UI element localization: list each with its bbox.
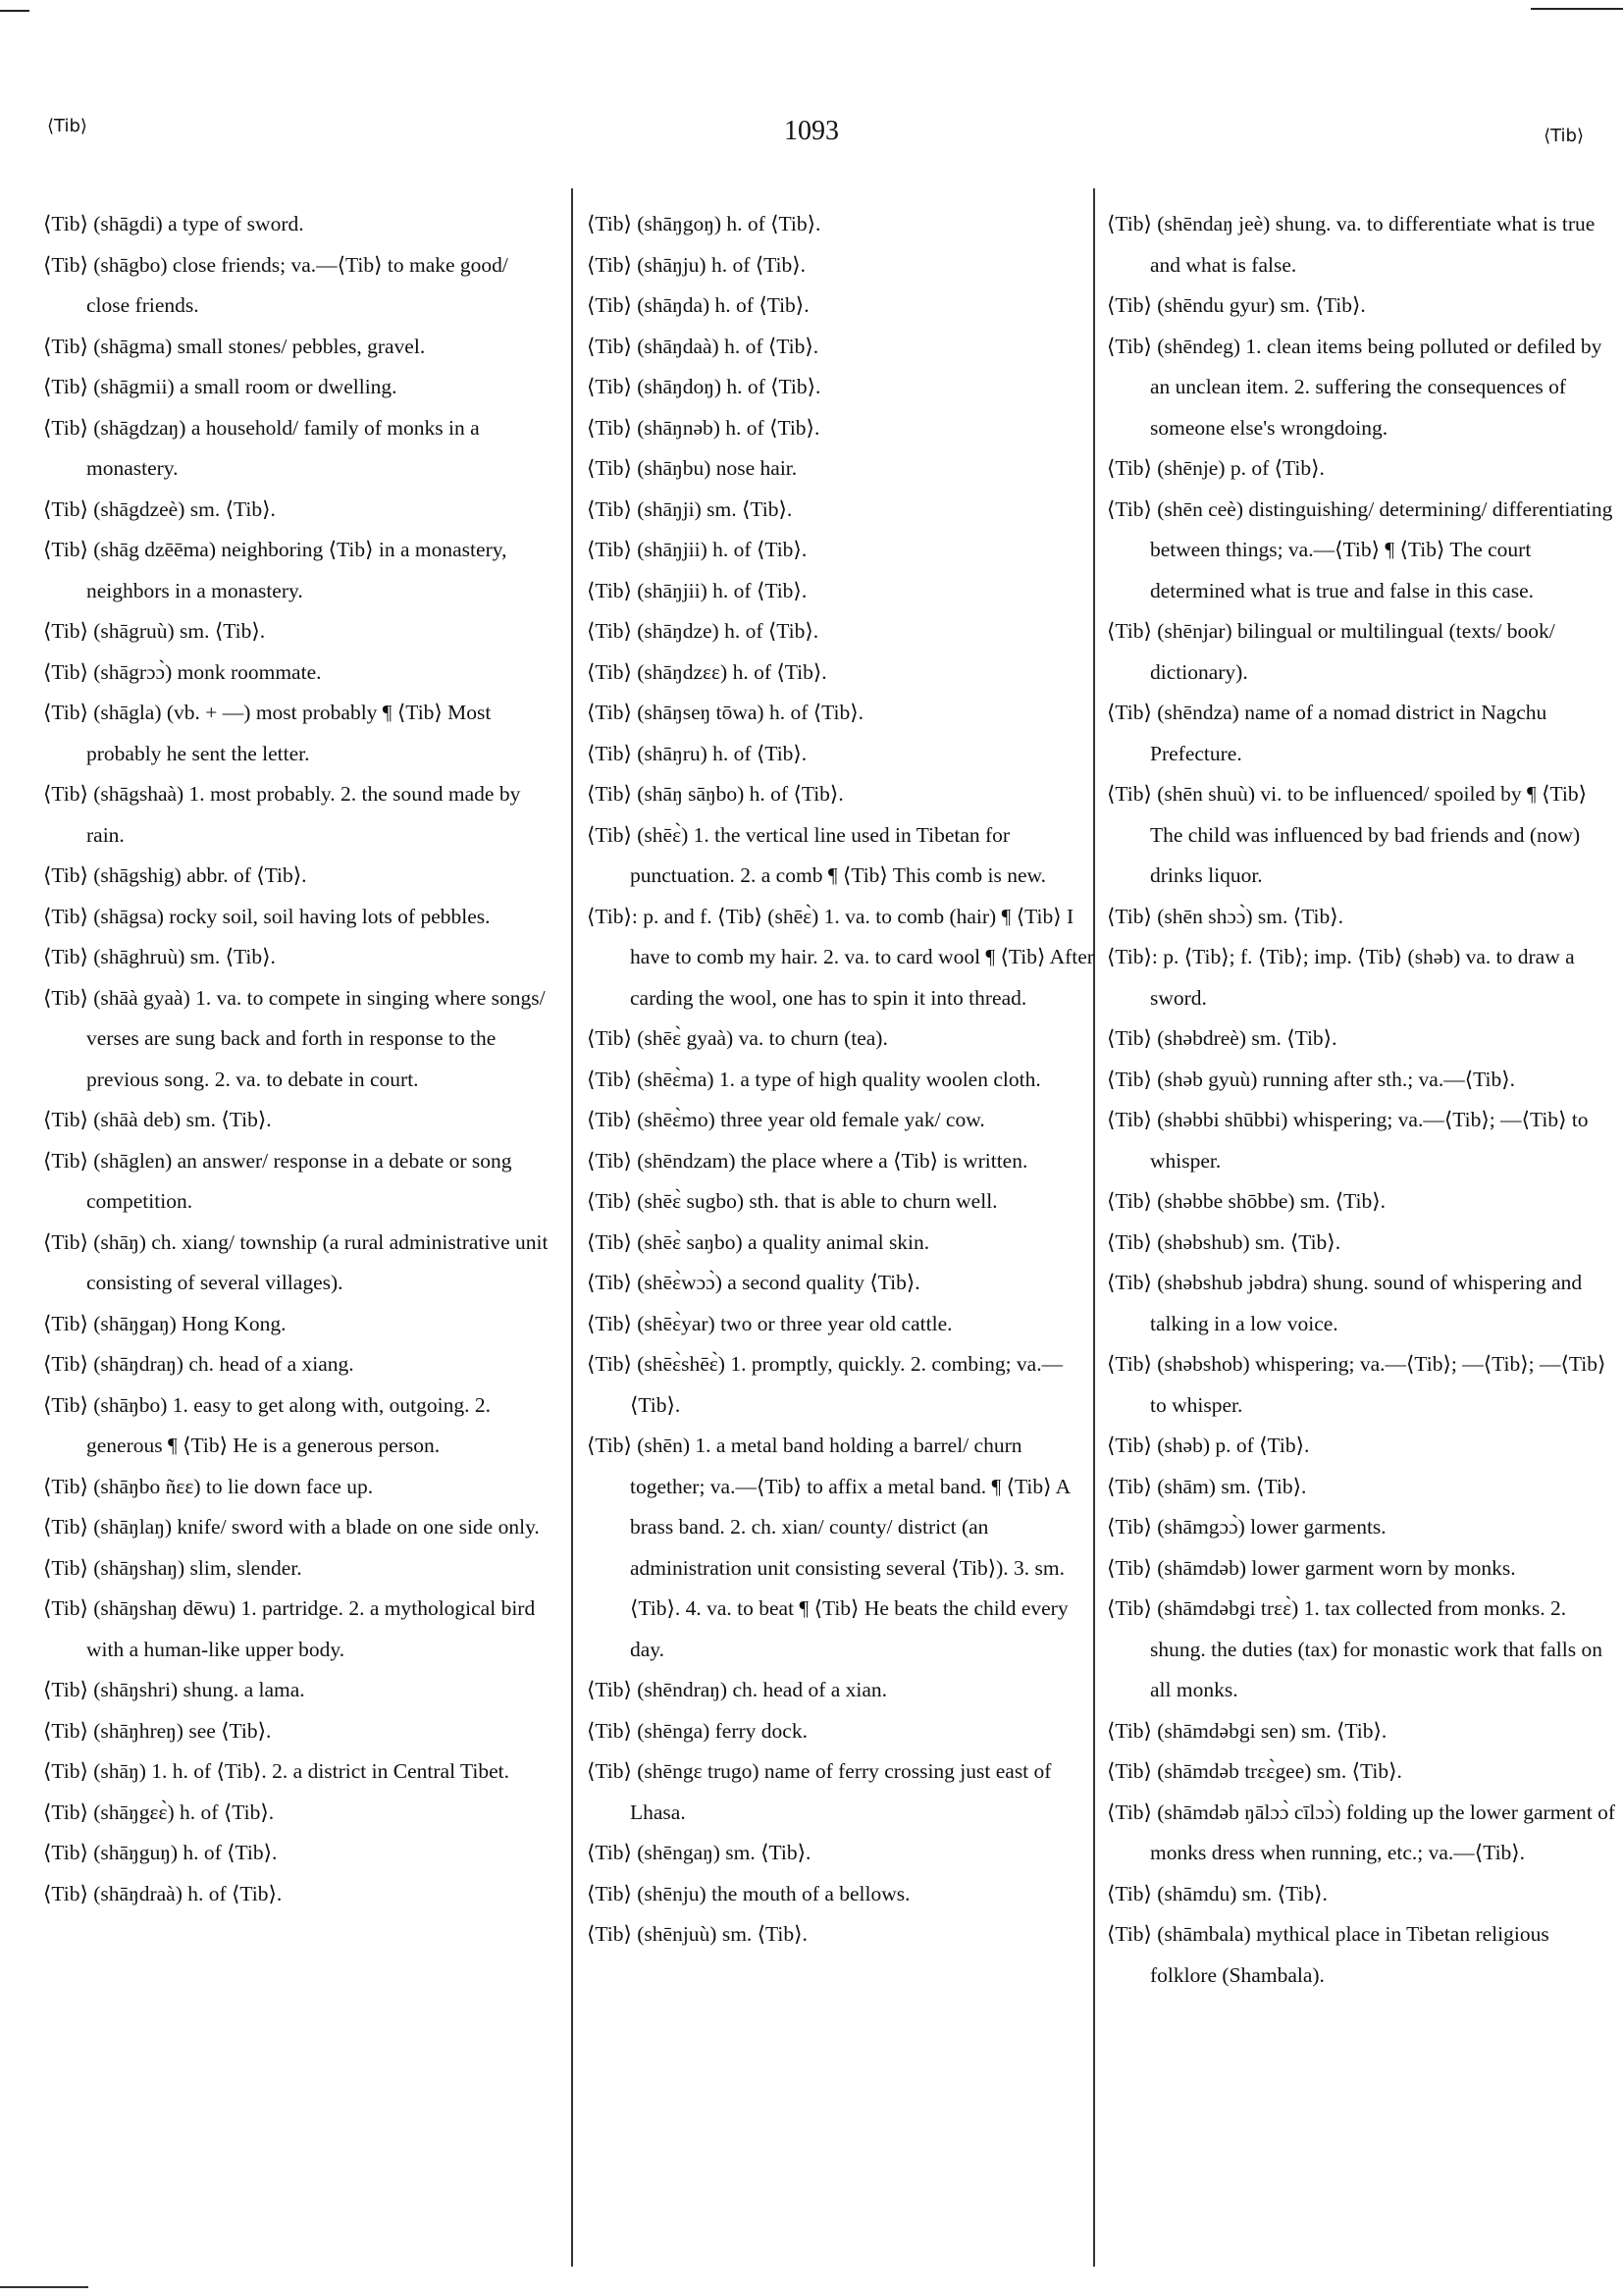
- dictionary-entry: ⟨Tib⟩ (shēn shuù) vi. to be influenced/ spoiled by ¶ ⟨Tib⟩ The child was influenced by bad friends and (now) drinks liquor.: [1107, 782, 1588, 887]
- dictionary-entry: ⟨Tib⟩ (shēndu gyur) sm. ⟨Tib⟩.: [1107, 293, 1366, 317]
- dictionary-entry: ⟨Tib⟩ (shāgdi) a type of sword.: [43, 212, 304, 235]
- dictionary-entry: ⟨Tib⟩ (shāgma) small stones/ pebbles, gravel.: [43, 334, 426, 358]
- dictionary-entry: ⟨Tib⟩ (shāŋgoŋ) h. of ⟨Tib⟩.: [587, 212, 821, 235]
- dictionary-entry: ⟨Tib⟩ (shāŋbo) 1. easy to get along with, outgoing. 2. generous ¶ ⟨Tib⟩ He is a generous person.: [43, 1392, 491, 1457]
- dictionary-entry: ⟨Tib⟩ (shēndaŋ jeè) shung. va. to differentiate what is true and what is false.: [1107, 212, 1596, 277]
- dictionary-entry: ⟨Tib⟩ (shēndeg) 1. clean items being polluted or defiled by an unclean item. 2. suffering the consequences of someone else's wrongdoing.: [1107, 334, 1602, 440]
- dictionary-entry: ⟨Tib⟩ (shāmdu) sm. ⟨Tib⟩.: [1107, 1881, 1328, 1905]
- dictionary-entry: ⟨Tib⟩ (shēnjar) bilingual or multilingual (texts/ book/ dictionary).: [1107, 619, 1555, 684]
- dictionary-entry: ⟨Tib⟩ (shēnju) the mouth of a bellows.: [587, 1881, 911, 1905]
- bottom-scan-rule: [0, 2286, 88, 2288]
- dictionary-entry: ⟨Tib⟩: p. ⟨Tib⟩; f. ⟨Tib⟩; imp. ⟨Tib⟩ (shəb) va. to draw a sword.: [1107, 945, 1575, 1010]
- dictionary-entry: ⟨Tib⟩ (shāgla) (vb. + —) most probably ¶ ⟨Tib⟩ Most probably he sent the letter.: [43, 701, 492, 765]
- dictionary-entry: ⟨Tib⟩ (shəbshob) whispering; va.—⟨Tib⟩; —⟨Tib⟩; —⟨Tib⟩ to whisper.: [1107, 1352, 1606, 1417]
- dictionary-entry: ⟨Tib⟩ (shēndza) name of a nomad district in Nagchu Prefecture.: [1107, 701, 1547, 765]
- dictionary-entry: ⟨Tib⟩ (shēngaŋ) sm. ⟨Tib⟩.: [587, 1841, 812, 1864]
- dictionary-entry: ⟨Tib⟩ (shāmdəb) lower garment worn by monks.: [1107, 1555, 1516, 1580]
- dictionary-entry: ⟨Tib⟩ (shāŋseŋ tōwa) h. of ⟨Tib⟩.: [587, 701, 864, 724]
- dictionary-entry: ⟨Tib⟩ (shāmdəb ŋālɔɔ̀ cīlɔɔ̀) folding up the lower garment of monks dress when running, etc.; va.—⟨Tib⟩.: [1107, 1800, 1615, 1864]
- dictionary-entry: ⟨Tib⟩ (shāŋdzɛɛ) h. of ⟨Tib⟩.: [587, 659, 827, 684]
- dictionary-column-2: [587, 204, 1097, 2265]
- dictionary-entry: ⟨Tib⟩ (shēn ceè) distinguishing/ determining/ differentiating between things; va.—⟨Tib⟩ ¶ ⟨Tib⟩ The court determined what is true and false in this case.: [1107, 496, 1613, 602]
- dictionary-entry: ⟨Tib⟩ (shāŋjii) h. of ⟨Tib⟩.: [587, 578, 808, 602]
- running-head-left: ⟨Tib⟩: [47, 116, 87, 136]
- dictionary-entry: ⟨Tib⟩ (shēɛ̀ma) 1. a type of high quality woolen cloth.: [587, 1067, 1041, 1091]
- dictionary-entry: ⟨Tib⟩ (shāgbo) close friends; va.—⟨Tib⟩ to make good/ close friends.: [43, 252, 508, 317]
- dictionary-entry: ⟨Tib⟩ (shēnje) p. of ⟨Tib⟩.: [1107, 456, 1325, 480]
- scan-edge-top-left: [0, 10, 29, 12]
- dictionary-entry: ⟨Tib⟩ (shāmbala) mythical place in Tibetan religious folklore (Shambala).: [1107, 1922, 1549, 1987]
- dictionary-entry: ⟨Tib⟩ (shāglen) an answer/ response in a debate or song competition.: [43, 1148, 512, 1213]
- dictionary-entry: ⟨Tib⟩ (shāŋdraà) h. of ⟨Tib⟩.: [43, 1881, 283, 1905]
- dictionary-entry: ⟨Tib⟩ (shēn) 1. a metal band holding a barrel/ churn together; va.—⟨Tib⟩ to affix a metal band. ¶ ⟨Tib⟩ A brass band. 2. ch. xian/ county/ district (an administration unit consisting several ⟨Tib⟩). 3. sm. ⟨Tib⟩. 4. va. to beat ¶ ⟨Tib⟩ He beats the child every day.: [587, 1434, 1070, 1661]
- dictionary-entry: ⟨Tib⟩ (shəbbe shōbbe) sm. ⟨Tib⟩.: [1107, 1189, 1387, 1213]
- dictionary-entry: ⟨Tib⟩ (shəbshub) sm. ⟨Tib⟩.: [1107, 1229, 1341, 1254]
- dictionary-entry: ⟨Tib⟩ (shāgsa) rocky soil, soil having lots of pebbles.: [43, 904, 491, 928]
- dictionary-entry: ⟨Tib⟩ (shāgmii) a small room or dwelling.: [43, 375, 397, 398]
- dictionary-entry: ⟨Tib⟩ (shām) sm. ⟨Tib⟩.: [1107, 1474, 1307, 1498]
- dictionary-entry: ⟨Tib⟩ (shəb) p. of ⟨Tib⟩.: [1107, 1434, 1310, 1457]
- dictionary-entry: ⟨Tib⟩ (shāŋ sāŋbo) h. of ⟨Tib⟩.: [587, 782, 844, 806]
- dictionary-entry: ⟨Tib⟩ (shāŋshri) shung. a lama.: [43, 1678, 305, 1701]
- dictionary-entry: ⟨Tib⟩ (shāŋji) sm. ⟨Tib⟩.: [587, 496, 793, 521]
- dictionary-entry: ⟨Tib⟩ (shēɛ̀ saŋbo) a quality animal skin.: [587, 1229, 930, 1254]
- dictionary-entry: ⟨Tib⟩ (shāgruù) sm. ⟨Tib⟩.: [43, 619, 266, 643]
- dictionary-entry: ⟨Tib⟩ (shēn shɔɔ̀) sm. ⟨Tib⟩.: [1107, 904, 1344, 928]
- dictionary-entry: ⟨Tib⟩ (shāŋhreŋ) see ⟨Tib⟩.: [43, 1718, 272, 1743]
- dictionary-entry: ⟨Tib⟩ (shēndzam) the place where a ⟨Tib⟩ is written.: [587, 1148, 1028, 1173]
- dictionary-entry: ⟨Tib⟩ (shāŋdaà) h. of ⟨Tib⟩.: [587, 334, 819, 358]
- page-number: 1093: [784, 116, 839, 146]
- dictionary-entry: ⟨Tib⟩ (shēɛ̀ gyaà) va. to churn (tea).: [587, 1026, 888, 1050]
- column-divider-left: [571, 188, 573, 2267]
- dictionary-entry: ⟨Tib⟩ (shāŋju) h. of ⟨Tib⟩.: [587, 252, 806, 277]
- dictionary-entry: ⟨Tib⟩ (shēɛ̀ sugbo) sth. that is able to churn well.: [587, 1189, 998, 1213]
- dictionary-entry: ⟨Tib⟩ (shāŋbu) nose hair.: [587, 456, 798, 480]
- dictionary-entry: ⟨Tib⟩ (shāgdzeè) sm. ⟨Tib⟩.: [43, 496, 276, 521]
- dictionary-entry: ⟨Tib⟩ (shāà gyaà) 1. va. to compete in singing where songs/ verses are sung back and forth in response to the previous song. 2. va. to debate in court.: [43, 985, 546, 1091]
- dictionary-entry: ⟨Tib⟩ (shēɛ̀yar) two or three year old cattle.: [587, 1311, 953, 1335]
- dictionary-entry: ⟨Tib⟩ (shəbbi shūbbi) whispering; va.—⟨Tib⟩; —⟨Tib⟩ to whisper.: [1107, 1108, 1589, 1173]
- dictionary-entry: ⟨Tib⟩ (shēngɛ trugo) name of ferry crossing just east of Lhasa.: [587, 1759, 1052, 1824]
- dictionary-entry: ⟨Tib⟩ (shēnjuù) sm. ⟨Tib⟩.: [587, 1922, 808, 1946]
- dictionary-entry: ⟨Tib⟩ (shāŋguŋ) h. of ⟨Tib⟩.: [43, 1841, 278, 1864]
- dictionary-entry: ⟨Tib⟩ (shāgshaà) 1. most probably. 2. the sound made by rain.: [43, 782, 521, 847]
- dictionary-entry: ⟨Tib⟩ (shēɛ̀wɔɔ̀) a second quality ⟨Tib⟩.: [587, 1271, 920, 1294]
- dictionary-entry: ⟨Tib⟩ (shāŋbo ñɛɛ) to lie down face up.: [43, 1474, 374, 1498]
- dictionary-entry: ⟨Tib⟩ (shēɛ̀shēɛ̀) 1. promptly, quickly. 2. combing; va.—⟨Tib⟩.: [587, 1352, 1064, 1417]
- dictionary-entry: ⟨Tib⟩ (shāgdzaŋ) a household/ family of monks in a monastery.: [43, 415, 480, 480]
- dictionary-entry: ⟨Tib⟩ (shāmdəbgi sen) sm. ⟨Tib⟩.: [1107, 1718, 1387, 1743]
- dictionary-entry: ⟨Tib⟩ (shāŋru) h. of ⟨Tib⟩.: [587, 741, 808, 765]
- dictionary-entry: ⟨Tib⟩ (shēɛ̀) 1. the vertical line used in Tibetan for punctuation. 2. a comb ¶ ⟨Tib⟩ This comb is new.: [587, 822, 1047, 887]
- dictionary-entry: ⟨Tib⟩ (shāŋdoŋ) h. of ⟨Tib⟩.: [587, 375, 821, 398]
- dictionary-entry: ⟨Tib⟩ (shāŋjii) h. of ⟨Tib⟩.: [587, 538, 808, 561]
- dictionary-entry: ⟨Tib⟩ (shāà deb) sm. ⟨Tib⟩.: [43, 1108, 272, 1131]
- dictionary-entry: ⟨Tib⟩ (shāmgɔɔ̀) lower garments.: [1107, 1515, 1387, 1539]
- dictionary-entry: ⟨Tib⟩ (shāŋlaŋ) knife/ sword with a blade on one side only.: [43, 1515, 540, 1539]
- dictionary-entry: ⟨Tib⟩ (shāŋnəb) h. of ⟨Tib⟩.: [587, 415, 820, 440]
- dictionary-entry: ⟨Tib⟩ (shəbdreè) sm. ⟨Tib⟩.: [1107, 1026, 1337, 1050]
- dictionary-entry: ⟨Tib⟩ (shāŋgaŋ) Hong Kong.: [43, 1311, 287, 1335]
- dictionary-entry: ⟨Tib⟩ (shāŋdraŋ) ch. head of a xiang.: [43, 1352, 354, 1376]
- dictionary-entry: ⟨Tib⟩ (shāmdəb trɛɛ̀gee) sm. ⟨Tib⟩.: [1107, 1759, 1402, 1783]
- dictionary-entry: ⟨Tib⟩ (shēndraŋ) ch. head of a xian.: [587, 1678, 888, 1701]
- dictionary-column-3: [1107, 204, 1617, 2265]
- running-head-right: ⟨Tib⟩: [1544, 126, 1584, 146]
- dictionary-entry: ⟨Tib⟩ (shēnga) ferry dock.: [587, 1718, 808, 1743]
- dictionary-entry: ⟨Tib⟩ (shəbshub jəbdra) shung. sound of whispering and talking in a low voice.: [1107, 1271, 1583, 1335]
- dictionary-entry: ⟨Tib⟩ (shāŋgɛɛ̀) h. of ⟨Tib⟩.: [43, 1800, 275, 1824]
- dictionary-entry: ⟨Tib⟩ (shāŋ) 1. h. of ⟨Tib⟩. 2. a district in Central Tibet.: [43, 1759, 510, 1783]
- dictionary-entry: ⟨Tib⟩ (shāmdəbgi trɛɛ̀) 1. tax collected from monks. 2. shung. the duties (tax) for monastic work that falls on all monks.: [1107, 1596, 1602, 1701]
- dictionary-entry: ⟨Tib⟩ (shāg dzēēma) neighboring ⟨Tib⟩ in a monastery, neighbors in a monastery.: [43, 538, 507, 602]
- scan-edge-top-right: [1531, 8, 1623, 10]
- dictionary-entry: ⟨Tib⟩ (shēɛ̀mo) three year old female yak/ cow.: [587, 1108, 985, 1131]
- dictionary-entry: ⟨Tib⟩ (shāŋshaŋ dēwu) 1. partridge. 2. a mythological bird with a human-like upper body.: [43, 1596, 536, 1661]
- dictionary-entry: ⟨Tib⟩ (shāŋ) ch. xiang/ township (a rural administrative unit consisting of several villages).: [43, 1229, 549, 1294]
- dictionary-entry: ⟨Tib⟩ (shəb gyuù) running after sth.; va.—⟨Tib⟩.: [1107, 1067, 1515, 1091]
- dictionary-entry: ⟨Tib⟩ (shāghruù) sm. ⟨Tib⟩.: [43, 945, 276, 968]
- dictionary-column-1: [43, 204, 553, 2265]
- dictionary-entry: ⟨Tib⟩ (shāŋshaŋ) slim, slender.: [43, 1555, 302, 1580]
- dictionary-entry: ⟨Tib⟩: p. and f. ⟨Tib⟩ (shēɛ̀) 1. va. to comb (hair) ¶ ⟨Tib⟩ I have to comb my hair. 2. va. to card wool ¶ ⟨Tib⟩ After carding the wool, one has to spin it into thread.: [587, 904, 1094, 1010]
- dictionary-entry: ⟨Tib⟩ (shāŋda) h. of ⟨Tib⟩.: [587, 293, 810, 317]
- dictionary-entry: ⟨Tib⟩ (shāgrɔɔ̀) monk roommate.: [43, 659, 322, 684]
- dictionary-entry: ⟨Tib⟩ (shāgshig) abbr. of ⟨Tib⟩.: [43, 863, 307, 887]
- dictionary-entry: ⟨Tib⟩ (shāŋdze) h. of ⟨Tib⟩.: [587, 619, 819, 643]
